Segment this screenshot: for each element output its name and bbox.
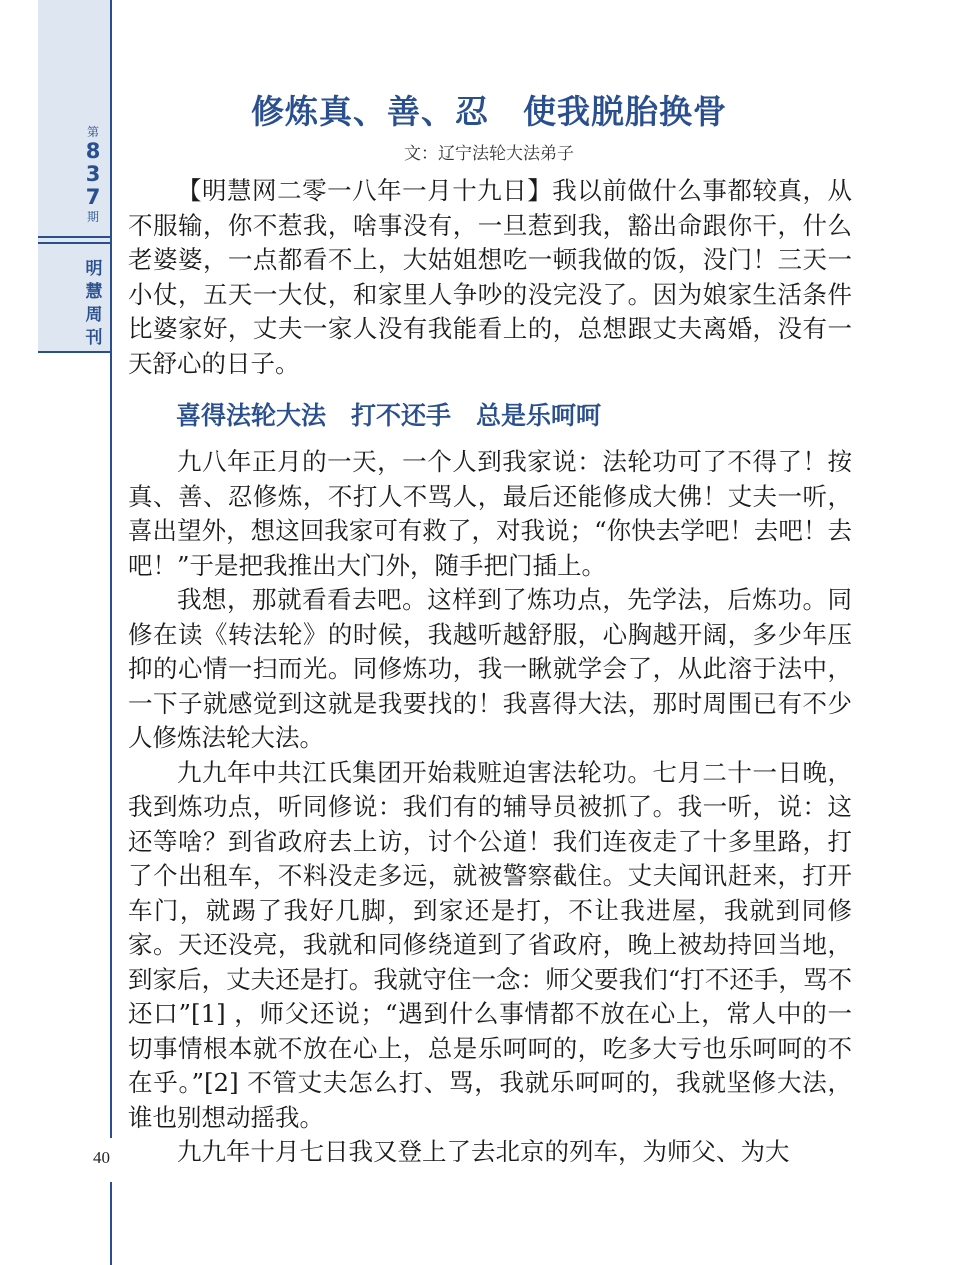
magazine-char: 刊 <box>85 328 103 348</box>
sidebar-divider <box>38 236 111 238</box>
magazine-char: 慧 <box>85 282 103 302</box>
margin-rule <box>110 0 112 1265</box>
section-heading: 喜得法轮大法 打不还手 总是乐呵呵 <box>176 401 602 430</box>
issue-prefix: 第 <box>86 125 99 139</box>
sidebar-divider <box>38 242 111 244</box>
article-byline: 文：辽宁法轮大法弟子 <box>404 144 574 164</box>
article-intro <box>128 174 852 381</box>
issue-digit: 3 <box>85 162 101 186</box>
issue-digit: 8 <box>85 139 101 163</box>
paragraph: 【明慧网二零一八年一月十九日】我以前做什么事都较真，从不服输，你不惹我，啥事没有，一旦惹到我，豁出命跟你干，什么老婆婆，一点都看不上，大姑姐想吃一顿我做的饭，没门！三天一小仗，五天一大仗，和家里人争吵的没完没了。因为娘家生活条件比婆家好，丈夫一家人没有我能看上的，总想跟丈夫离婚，没有一天舒心的日子。 <box>128 176 852 378</box>
article-body <box>128 445 852 1170</box>
issue-number <box>80 124 106 225</box>
paragraph: 九九年十月七日我又登上了去北京的列车，为师父、为大 <box>177 1137 790 1166</box>
paragraph: 我想，那就看看去吧。这样到了炼功点，先学法，后炼功。同修在读《转法轮》的时候，我越听越舒服，心胸越开阔，多少年压抑的心情一扫而光。同修炼功，我一瞅就学会了，从此溶于法中，一下子就感觉到这就是我要找的！我喜得大法，那时周围已有不少人修炼法轮大法。 <box>128 585 852 752</box>
page-number: 40 <box>93 1148 110 1167</box>
article-title: 修炼真、善、忍 使我脱胎换骨 <box>251 92 727 131</box>
paragraph: 九八年正月的一天，一个人到我家说：法轮功可了不得了！按真、善、忍修炼，不打人不骂人，最后还能修成大佛！丈夫一听，喜出望外，想这回我家可有救了，对我说；“你快去学吧！去吧！去吧！”于是把我推出大门外，随手把门插上。 <box>128 447 852 580</box>
magazine-name <box>82 258 106 350</box>
magazine-char: 明 <box>85 259 103 279</box>
paragraph: 九九年中共江氏集团开始栽赃迫害法轮功。七月二十一日晚，我到炼功点，听同修说：我们有的辅导员被抓了。我一听，说：这还等啥？到省政府去上访，讨个公道！我们连夜走了十多里路，打了个出租车，不料没走多远，就被警察截住。丈夫闻讯赶来，打开车门，就踢了我好几脚，到家还是打，不让我进屋，我就到同修家。天还没亮，我就和同修绕道到了省政府，晚上被劫持回当地，到家后，丈夫还是打。我就守住一念：师父要我们“打不还手，骂不还口”[1] ，师父还说；“遇到什么事情都不放在心上，常人中的一切事情根本就不放在心上，总是乐呵呵的，吃多大亏也乐呵呵的不在乎。”[2] 不管丈夫怎么打、骂，我就乐呵呵的，我就坚修大法，谁也别想动摇我。 <box>128 757 852 1132</box>
sidebar-divider <box>38 351 111 353</box>
issue-suffix: 期 <box>86 210 99 224</box>
magazine-char: 周 <box>85 305 103 325</box>
issue-digit: 7 <box>85 185 101 209</box>
